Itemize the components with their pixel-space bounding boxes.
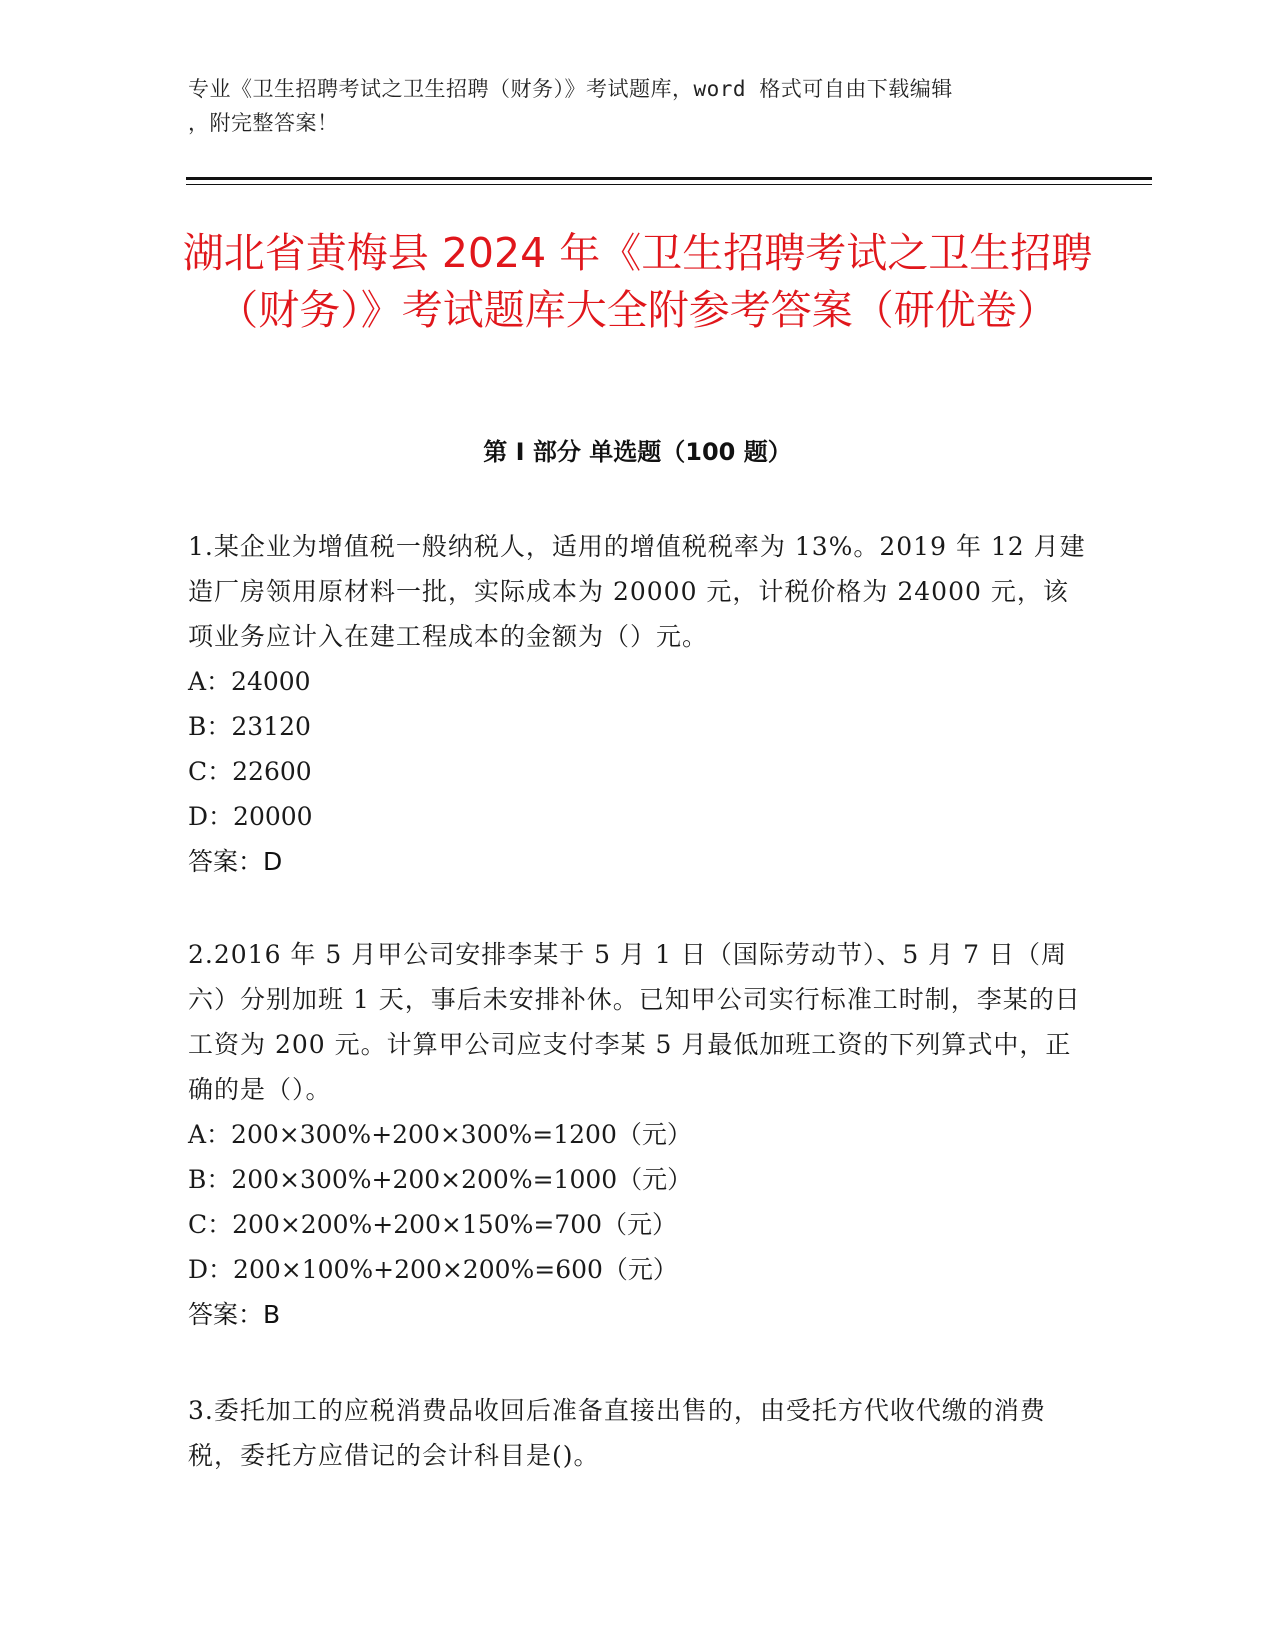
question-stem: 3.委托加工的应税消费品收回后准备直接出售的，由受托方代收代缴的消费税，委托方应借记的会计科目是()。 bbox=[188, 1396, 1046, 1470]
document-title: 湖北省黄梅县 2024 年《卫生招聘考试之卫生招聘（财务）》考试题库大全附参考答案（研优卷） bbox=[182, 229, 1093, 334]
header-rule-thin bbox=[186, 184, 1152, 185]
option-a: A：200×300%+200×300%=1200（元） bbox=[188, 1120, 692, 1149]
question-stem: 2.2016 年 5 月甲公司安排李某于 5 月 1 日（国际劳动节）、5 月 7 日（周六）分别加班 1 天，事后未安排补休。已知甲公司实行标准工时制，李某的日工资为 200 元。计算甲公司应支付李某 5 月最低加班工资的下列算式中，正确的是（）。 bbox=[188, 940, 1081, 1104]
section-title: 第 I 部分 单选题（100 题） bbox=[483, 438, 792, 466]
option-c: C：22600 bbox=[188, 757, 312, 786]
header-note-line1: 专业《卫生招聘考试之卫生招聘（财务）》考试题库，word 格式可自由下载编辑 bbox=[188, 77, 953, 101]
option-c: C：200×200%+200×150%=700（元） bbox=[188, 1210, 678, 1239]
header-note-line2: ，附完整答案！ bbox=[188, 111, 339, 135]
question-3 bbox=[188, 1388, 1088, 1478]
header-note bbox=[188, 72, 1088, 140]
option-d: D：200×100%+200×200%=600（元） bbox=[188, 1255, 678, 1284]
answer: 答案：D bbox=[188, 847, 283, 876]
option-b: B：200×300%+200×200%=1000（元） bbox=[188, 1165, 693, 1194]
option-a: A：24000 bbox=[188, 667, 311, 696]
option-d: D：20000 bbox=[188, 802, 313, 831]
question-2 bbox=[188, 932, 1088, 1337]
question-1 bbox=[188, 524, 1088, 884]
question-stem: 1.某企业为增值税一般纳税人，适用的增值税税率为 13%。2019 年 12 月建造厂房领用原材料一批，实际成本为 20000 元，计税价格为 24000 元，该项业务应计入在建工程成本的金额为（）元。 bbox=[188, 532, 1086, 651]
answer: 答案：B bbox=[188, 1300, 281, 1329]
option-b: B：23120 bbox=[188, 712, 311, 741]
header-rule-thick bbox=[186, 177, 1152, 180]
